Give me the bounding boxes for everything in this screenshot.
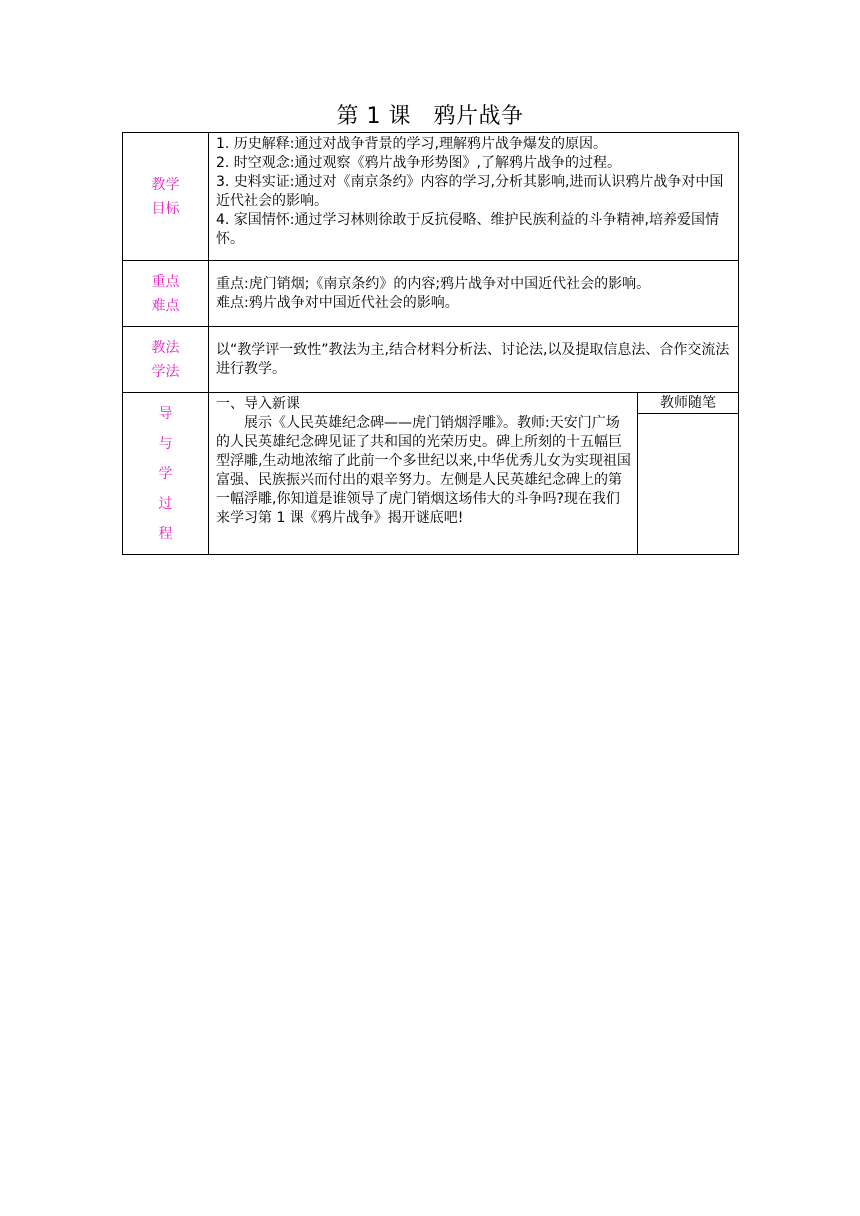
goal-item: 4. 家国情怀:通过学习林则徐敢于反抗侵略、维护民族利益的斗争精神,培养爱国情怀。: [216, 212, 719, 247]
teaching-goals-content: [209, 133, 739, 261]
intro-paragraph: 展示《人民英雄纪念碑——虎门销烟浮雕》。教师:天安门广场的人民英雄纪念碑见证了共和国的光荣历史。碑上所刻的十五幅巨型浮雕,生动地浓缩了此前一个多世纪以来,中华优秀儿女为实现祖国富强、民族振兴而付出的艰辛努力。左侧是人民英雄纪念碑上的第一幅浮雕,你知道是谁领导了虎门销烟这场伟大的斗争吗?现在我们来学习第 1 课《鸦片战争》揭开谜底吧!: [216, 415, 631, 526]
lesson-title: 第 1 课 鸦片战争: [336, 104, 524, 129]
label-line: 教法: [151, 339, 180, 356]
methods-row: [123, 327, 739, 393]
key-points-row: [123, 261, 739, 327]
methods-text: 以“教学评一致性”教法为主,结合材料分析法、讨论法,以及提取信息法、合作交流法进行教学。: [216, 341, 730, 377]
goal-item: 3. 史料实证:通过对《南京条约》内容的学习,分析其影响,进而认识鸦片战争对中国近代社会的影响。: [216, 174, 724, 209]
label-line: 重点: [151, 273, 180, 290]
key-point-item: 重点:虎门销烟;《南京条约》的内容;鸦片战争对中国近代社会的影响。: [216, 275, 651, 292]
label-line: 导: [158, 405, 173, 422]
key-points-label: [123, 261, 209, 327]
process-header-row: [123, 393, 739, 414]
methods-content: [209, 327, 739, 393]
difficulty-item: 难点:鸦片战争对中国近代社会的影响。: [216, 294, 459, 311]
teaching-goals-label: [123, 133, 209, 261]
lesson-plan-table: [122, 132, 739, 555]
goal-item: 1. 历史解释:通过对战争背景的学习,理解鸦片战争爆发的原因。: [216, 136, 607, 152]
process-content: [209, 393, 638, 555]
process-label: [123, 393, 209, 555]
teacher-notes-header: 教师随笔: [638, 393, 739, 414]
label-line: 目标: [151, 200, 180, 217]
methods-label: [123, 327, 209, 393]
label-line: 学法: [151, 363, 180, 380]
label-line: 难点: [151, 297, 180, 314]
teaching-goals-row: [123, 133, 739, 261]
label-line: 程: [158, 525, 173, 542]
label-line: 学: [158, 465, 173, 482]
goal-item: 2. 时空观念:通过观察《鸦片战争形势图》,了解鸦片战争的过程。: [216, 155, 621, 171]
section-title: 一、导入新课: [216, 396, 300, 412]
label-line: 教学: [151, 176, 180, 193]
label-line: 过: [158, 495, 173, 512]
teacher-notes-area[interactable]: [638, 414, 739, 555]
label-line: 与: [158, 435, 173, 452]
key-points-content: [209, 261, 739, 327]
